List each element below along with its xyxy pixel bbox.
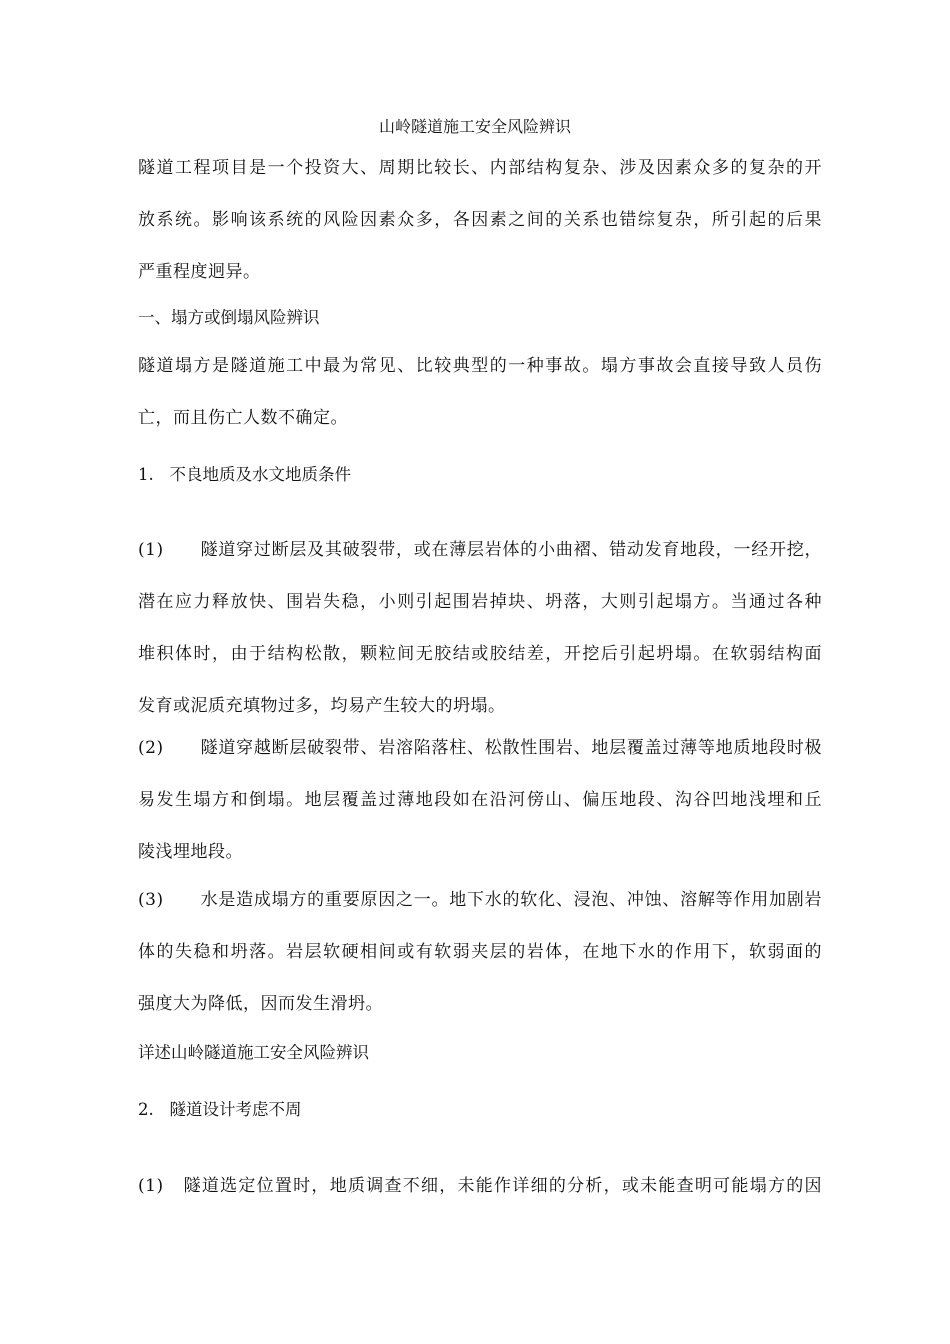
item1-1-line: 发育或泥质充填物过多，均易产生较大的坍塌。 (138, 696, 506, 716)
item1-1-line (138, 524, 822, 576)
item2-heading (138, 1096, 302, 1124)
item2-text: 隧道设计考虑不周 (169, 1100, 302, 1119)
detail-heading: 详述山岭隧道施工安全风险辨识 (138, 1043, 369, 1062)
item1-1-text: 隧道穿过断层及其破裂带，或在薄层岩体的小曲褶、错动发育地段，一经开挖， (200, 540, 822, 560)
item2-1-text: 隧道选定位置时，地质调查不细，未能作详细的分析，或未能查明可能塌方的因 (183, 1176, 822, 1196)
intro-line: 严重程度迥异。 (138, 262, 261, 282)
item2-1-paragraph (138, 1160, 822, 1212)
item1-1-line: 堆积体时，由于结构松散，颗粒间无胶结或胶结差，开挖后引起坍塌。在软弱结构面 (138, 644, 822, 664)
section1-line: 亡，而且伤亡人数不确定。 (138, 408, 348, 428)
item1-3-number: (3) (138, 890, 164, 910)
item2-1-line (138, 1160, 822, 1212)
intro-line: 隧道工程项目是一个投资大、周期比较长、内部结构复杂、涉及因素众多的复杂的开 (138, 158, 822, 178)
item1-3-text: 水是造成塌方的重要原因之一。地下水的软化、浸泡、冲蚀、溶解等作用加剧岩 (200, 890, 822, 910)
item1-2-paragraph (138, 722, 822, 878)
item1-1-line: 潜在应力释放快、围岩失稳，小则引起围岩掉块、坍落，大则引起塌方。当通过各种 (138, 592, 822, 612)
section1-line: 隧道塌方是隧道施工中最为常见、比较典型的一种事故。塌方事故会直接导致人员伤 (138, 356, 822, 376)
item1-1-number: (1) (138, 540, 164, 560)
item1-3-line: 体的失稳和坍落。岩层软硬相间或有软弱夹层的岩体，在地下水的作用下，软弱面的 (138, 942, 822, 962)
item2-number: 2. (138, 1100, 154, 1119)
item1-1-paragraph (138, 524, 822, 732)
item1-heading (138, 461, 351, 489)
item1-text: 不良地质及水文地质条件 (169, 465, 351, 484)
item1-3-paragraph (138, 874, 822, 1030)
item1-3-line: 强度大为降低，因而发生滑坍。 (138, 994, 383, 1014)
intro-paragraph (138, 142, 822, 298)
item1-2-text: 隧道穿越断层破裂带、岩溶陷落柱、松散性围岩、地层覆盖过薄等地质地段时极 (200, 738, 822, 758)
item1-number: 1. (138, 465, 154, 484)
section1-paragraph (138, 340, 822, 444)
item1-2-line: 陵浅埋地段。 (138, 842, 243, 862)
item1-2-line: 易发生塌方和倒塌。地层覆盖过薄地段如在沿河傍山、偏压地段、沟谷凹地浅埋和丘 (138, 790, 822, 810)
section1-heading: 一、塌方或倒塌风险辨识 (138, 308, 320, 327)
document-title: 山岭隧道施工安全风险辨识 (378, 117, 571, 136)
intro-line: 放系统。影响该系统的风险因素众多，各因素之间的关系也错综复杂，所引起的后果 (138, 210, 822, 230)
item1-2-number: (2) (138, 738, 164, 758)
item1-3-line (138, 874, 822, 926)
item1-2-line (138, 722, 822, 774)
item2-1-number: (1) (138, 1176, 164, 1196)
